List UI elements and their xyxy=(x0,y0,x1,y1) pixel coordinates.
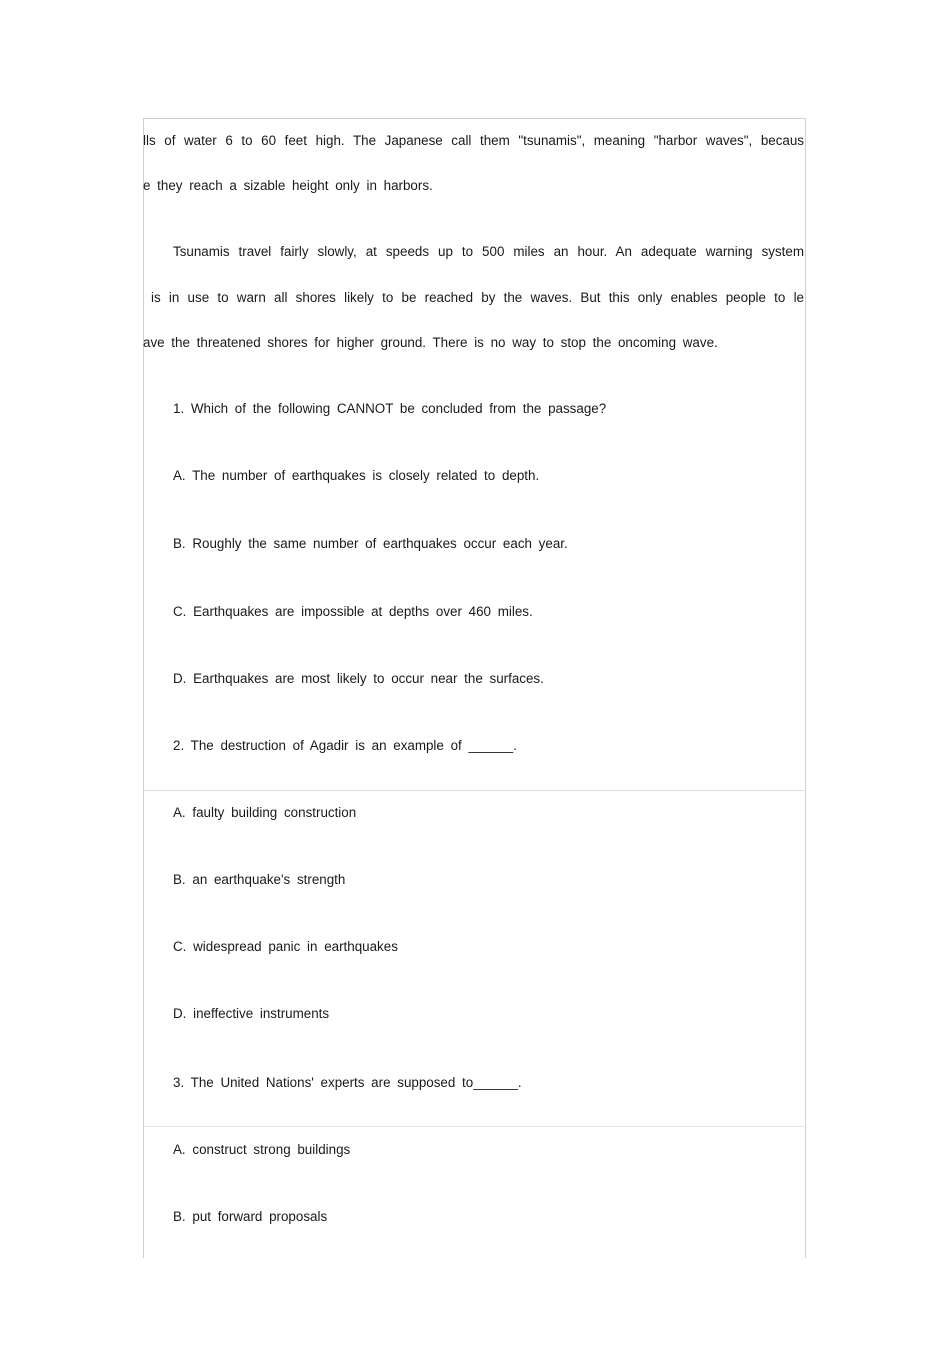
passage-line: ave the threatened shores for higher ground. There is no way to stop the oncoming wave. xyxy=(143,335,718,350)
passage-line: e they reach a sizable height only in harbors. xyxy=(143,178,433,193)
passage-paragraph-start: Tsunamis travel fairly slowly, at speeds up to 500 miles an hour. An adequate warning system xyxy=(173,244,804,259)
question-1-stem: 1. Which of the following CANNOT be concluded from the passage? xyxy=(173,401,607,416)
question-1-option-d[interactable]: D. Earthquakes are most likely to occur near the surfaces. xyxy=(173,671,544,686)
question-2-option-b[interactable]: B. an earthquake's strength xyxy=(173,872,346,887)
question-3-option-a[interactable]: A. construct strong buildings xyxy=(173,1142,351,1157)
page-frame-top xyxy=(143,118,806,790)
question-3-stem: 3. The United Nations' experts are supposed to______. xyxy=(173,1075,522,1090)
question-2-stem: 2. The destruction of Agadir is an example of ______. xyxy=(173,738,517,753)
passage-line: lls of water 6 to 60 feet high. The Japanese call them "tsunamis", meaning "harbor waves", becaus xyxy=(143,133,804,148)
question-1-option-c[interactable]: C. Earthquakes are impossible at depths over 460 miles. xyxy=(173,604,533,619)
question-2-option-d[interactable]: D. ineffective instruments xyxy=(173,1006,330,1021)
question-2-option-c[interactable]: C. widespread panic in earthquakes xyxy=(173,939,398,954)
question-3-option-b[interactable]: B. put forward proposals xyxy=(173,1209,328,1224)
passage-line: is in use to warn all shores likely to be reached by the waves. But this only enables people to le xyxy=(151,290,804,305)
question-1-option-b[interactable]: B. Roughly the same number of earthquakes occur each year. xyxy=(173,536,568,551)
question-2-option-a[interactable]: A. faulty building construction xyxy=(173,805,357,820)
question-1-option-a[interactable]: A. The number of earthquakes is closely related to depth. xyxy=(173,468,540,483)
